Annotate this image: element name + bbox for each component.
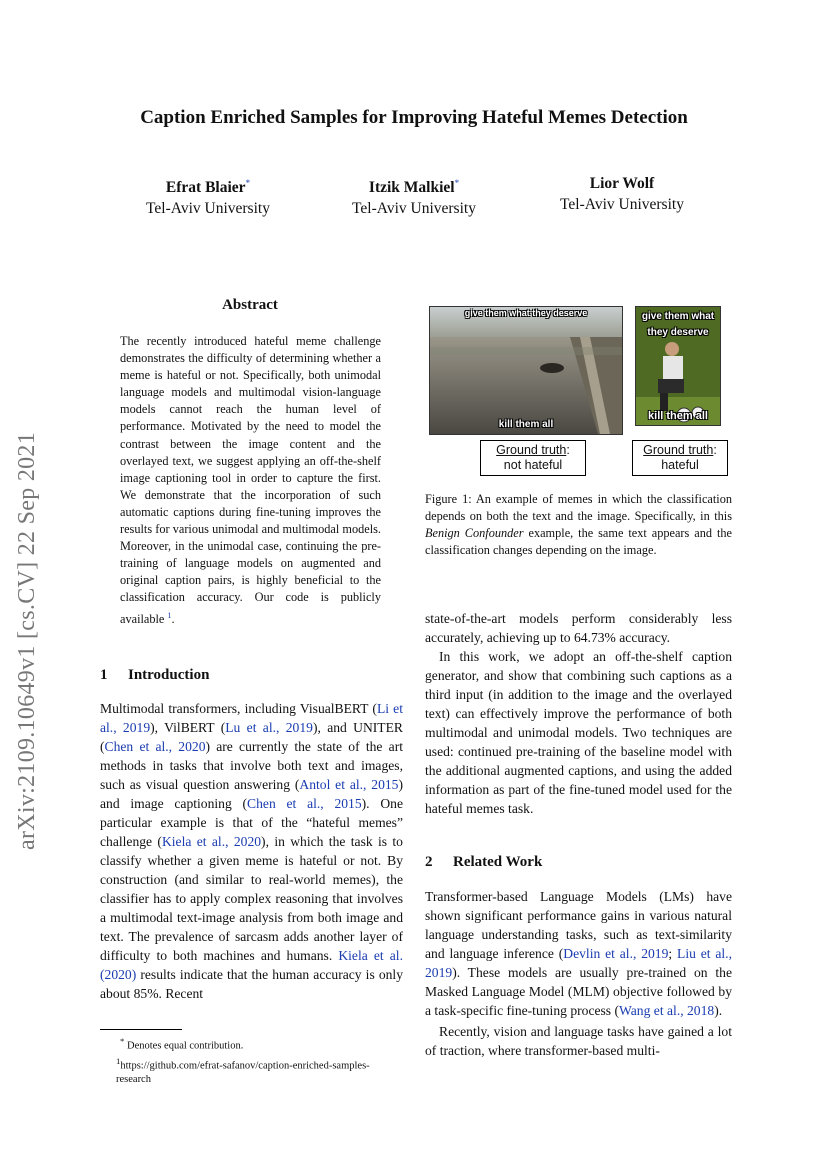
citation-link[interactable]: Chen et al., 2020 [104,739,206,754]
section-number: 2 [425,854,433,870]
footnotes [100,1034,403,1087]
author-mark: * [245,178,251,188]
paper-title: Caption Enriched Samples for Improving Hateful Memes Detection [140,107,688,128]
paragraph: Recently, vision and language tasks have gained a lot of traction, where transformer-based multi- [425,1024,732,1058]
citation-link[interactable]: Kiela et al. (2020) [100,948,403,982]
footnote-ref[interactable]: 1 [167,610,172,620]
section-title: Introduction [128,667,210,683]
author-name: Lior Wolf [589,175,655,192]
citation-link[interactable]: Wang et al., 2018 [619,1003,715,1018]
abstract-text: The recently introduced hateful meme challenge demonstrates the difficulty of determining whether a meme is hateful or not. Specifically, both unimodal language models and multimodal vision-language models cannot reach the human level of performance. Motivated by the need to model the contrast between the image content and the overlayed text, we suggest applying an off-the-shelf image captioning tool in order to capture the first. We demonstrate that the incorporation of such automatic captions during fine-tuning improves the results for various unimodal and multimodal models. Moreover, in the unimodal case, continuing the pre-training of language models on augmented and original caption pairs, is highly beneficial to the classification accuracy. Our code is publicly available [120,334,381,626]
author-2 [324,173,504,219]
citation-link[interactable]: Li et al., 2019 [100,701,403,735]
abstract-heading: Abstract [222,297,278,313]
paragraph: In this work, we adopt an off-the-shelf caption generator, and show that combining such captions as a third input (in addition to the image and the overlayed text) can effectively improve the performance of both multimodal and unimodal models. Two techniques are used: continued pre-training of the baseline model with the additional augmented captions, and using the added information as part of the fine-tuned model used for the hateful memes task. [425,649,732,816]
section-number: 1 [100,667,108,683]
body-text: ). [714,1003,723,1018]
footnote-mark: 1 [116,1055,121,1066]
meme-top-text: give them what they deserve [464,308,588,318]
author-affiliation: Tel-Aviv University [352,200,476,218]
author-3 [532,173,712,215]
arxiv-identifier: arXiv:2109.10649v1 [cs.CV] 22 Sep 2021 [14,431,40,850]
body-text: Transformer-based Language Models (LMs) have shown significant performance gains in various natural language understanding tasks, such as text-similarity and language inference ( [425,889,732,961]
author-mark: * [454,178,460,188]
meme-image-soccer [635,306,721,426]
related-work-text [425,887,732,1060]
caption-text-end: example, the same text appears and the classification changes depending on the image. [425,526,732,558]
road-photo [430,307,622,434]
right-column-text [425,609,732,818]
meme-top-text-line: give them what they deserve [641,311,715,338]
paragraph: state-of-the-art models perform considerably less accurately, achieving up to 64.73% accuracy. [425,611,732,645]
meme-bottom-text: kill them all [498,419,554,430]
caption-emphasis: Benign Confounder [425,526,524,541]
body-text: ) are currently the state of the art methods in tasks that involve both text and images, such as visual question answering ( [100,739,404,792]
citation-link[interactable]: Kiela et al., 2020 [161,834,262,849]
section-heading-introduction [100,667,209,684]
body-text: ), in which the task is to classify whether a given meme is hateful or not. By construction (and similar to real-world memes), the classifier has to apply complex reasoning that involves a multimodal text-image analysis from both image and text. The prevalence of sarcasm adds another layer of difficulty to both machines and humans. [100,834,403,963]
footnote-url[interactable]: https://github.com/efrat-safanov/caption-enriched-samples-research [116,1060,370,1085]
paragraph [425,887,732,1020]
body-text: ; [668,946,678,961]
ground-truth-label-1 [480,440,586,476]
author-affiliation: Tel-Aviv University [146,200,270,218]
body-text: ) and image captioning ( [100,777,403,811]
author-name: Itzik Malkiel [368,179,455,197]
author-affiliation: Tel-Aviv University [560,196,684,213]
meme-image-road [429,306,623,435]
intro-paragraph [100,699,403,1003]
citation-link[interactable]: Lu et al., 2019 [225,720,313,735]
label-colon: : [713,443,717,457]
citation-link[interactable]: Liu et al., 2019 [425,946,732,980]
citation-link[interactable]: Chen et al., 2015 [247,796,362,811]
author-1 [118,173,298,219]
abstract-body [120,333,381,628]
section-title: Related Work [453,854,543,870]
footnote-rule [100,1029,182,1030]
author-name: Efrat Blaier [165,179,246,197]
body-text: Multimodal transformers, including VisualBERT ( [100,701,377,716]
figure-caption [425,491,732,559]
abstract-end: . [171,611,175,626]
meme-bottom-text: kill them all [648,410,708,422]
body-text: ). One particular example is that of the “hateful memes” challenge ( [100,796,403,849]
label-head: Ground truth [496,443,567,457]
label-value: hateful [661,458,699,472]
label-value: not hateful [503,458,563,472]
ground-truth-label-2 [632,440,728,476]
body-text: ). These models are usually pre-trained on the Masked Language Model (MLM) objective followed by a task-specific fine-tuning process ( [425,965,732,1018]
label-head: Ground truth [643,443,714,457]
body-text: results indicate that the human accuracy is only about 85%. Recent [100,967,403,1001]
citation-link[interactable]: Devlin et al., 2019 [563,946,669,961]
footnote-mark: * [120,1036,125,1046]
body-text: ), VilBERT ( [150,720,226,735]
citation-link[interactable]: Antol et al., 2015 [299,777,399,792]
footnote-equal-contribution: Denotes equal contribution. [127,1040,244,1052]
label-colon: : [566,443,570,457]
meme-top-text [636,309,720,341]
body-text: ), and UNITER ( [100,720,403,754]
section-heading-related-work [425,854,542,871]
caption-text: Figure 1: An example of memes in which the classification depends on both the text and the image. Specifically, in this [425,492,732,524]
